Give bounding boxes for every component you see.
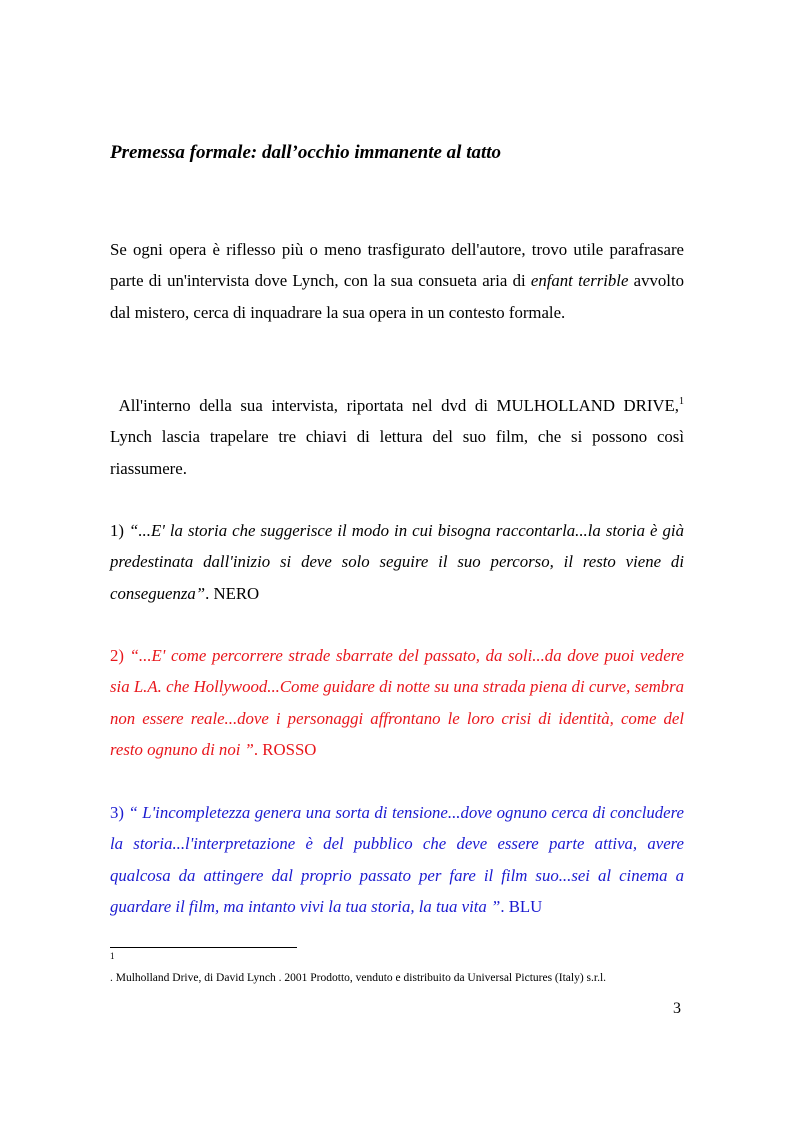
intro-text-a: Se ogni opera è riflesso più o meno trasfigurato dell'autore, trovo utile parafrasare parte di un'intervista dove Lynch, con la sua consueta aria di xyxy=(110,240,684,291)
key-black-quote: “...E' la storia che suggerisce il modo in cui bisogna raccontarla...la storia è già predestinata dall'inizio si deve solo seguire il suo percorso, il resto viene di conseguenza” xyxy=(110,521,684,603)
intro-emphasis: enfant terrible xyxy=(530,271,629,291)
section-title: Premessa formale: dall’occhio immanente al tatto xyxy=(110,142,502,163)
intro-paragraph xyxy=(110,234,684,328)
intro-text-b: avvolto dal mistero, cerca di inquadrare la sua opera in un contesto formale. xyxy=(110,271,684,322)
key-black-label: . NERO xyxy=(205,583,260,603)
key-blue-label: . BLU xyxy=(500,896,543,916)
key-blue xyxy=(110,797,684,922)
key-red xyxy=(110,640,684,765)
key-blue-quote: “ L'incompletezza genera una sorta di tensione...dove ognuno cerca di concludere la storia...l'interpretazione è del pubblico che deve essere parte attiva, avere qualcosa da attingere dal proprio passato per fare il film suo...sei al cinema a guardare il film, ma intanto vivi la tua storia, la tua vita ” xyxy=(110,803,684,916)
page-number: 3 xyxy=(673,1000,681,1017)
footnote-mark: 1 xyxy=(110,951,115,961)
key-red-label: . ROSSO xyxy=(253,739,317,759)
footnote-divider xyxy=(110,947,297,948)
footnote-text: . Mulholland Drive, di David Lynch . 2001 Prodotto, venduto e distribuito da Universal Pictures (Italy) s.r.l. xyxy=(110,972,607,984)
footnote-reference[interactable]: 1 xyxy=(679,396,684,407)
key-black xyxy=(110,515,684,609)
interview-paragraph xyxy=(110,390,684,484)
key-blue-number: 3) xyxy=(110,803,129,822)
interview-text-b: Lynch lascia trapelare tre chiavi di lettura del suo film, che si possono così riassumere. xyxy=(110,427,684,478)
key-red-quote: “...E' come percorrere strade sbarrate del passato, da soli...da dove puoi vedere sia L.A. che Hollywood...Come guidare di notte su una strada piena di curve, sembra non essere reale...dove i personaggi affrontano le loro crisi di identità, come del resto ognuno di noi ” xyxy=(110,646,684,759)
interview-text-a: All'interno della sua intervista, riportata nel dvd di MULHOLLAND DRIVE, xyxy=(110,396,679,415)
key-black-number: 1) xyxy=(110,521,130,540)
key-red-number: 2) xyxy=(110,646,130,665)
